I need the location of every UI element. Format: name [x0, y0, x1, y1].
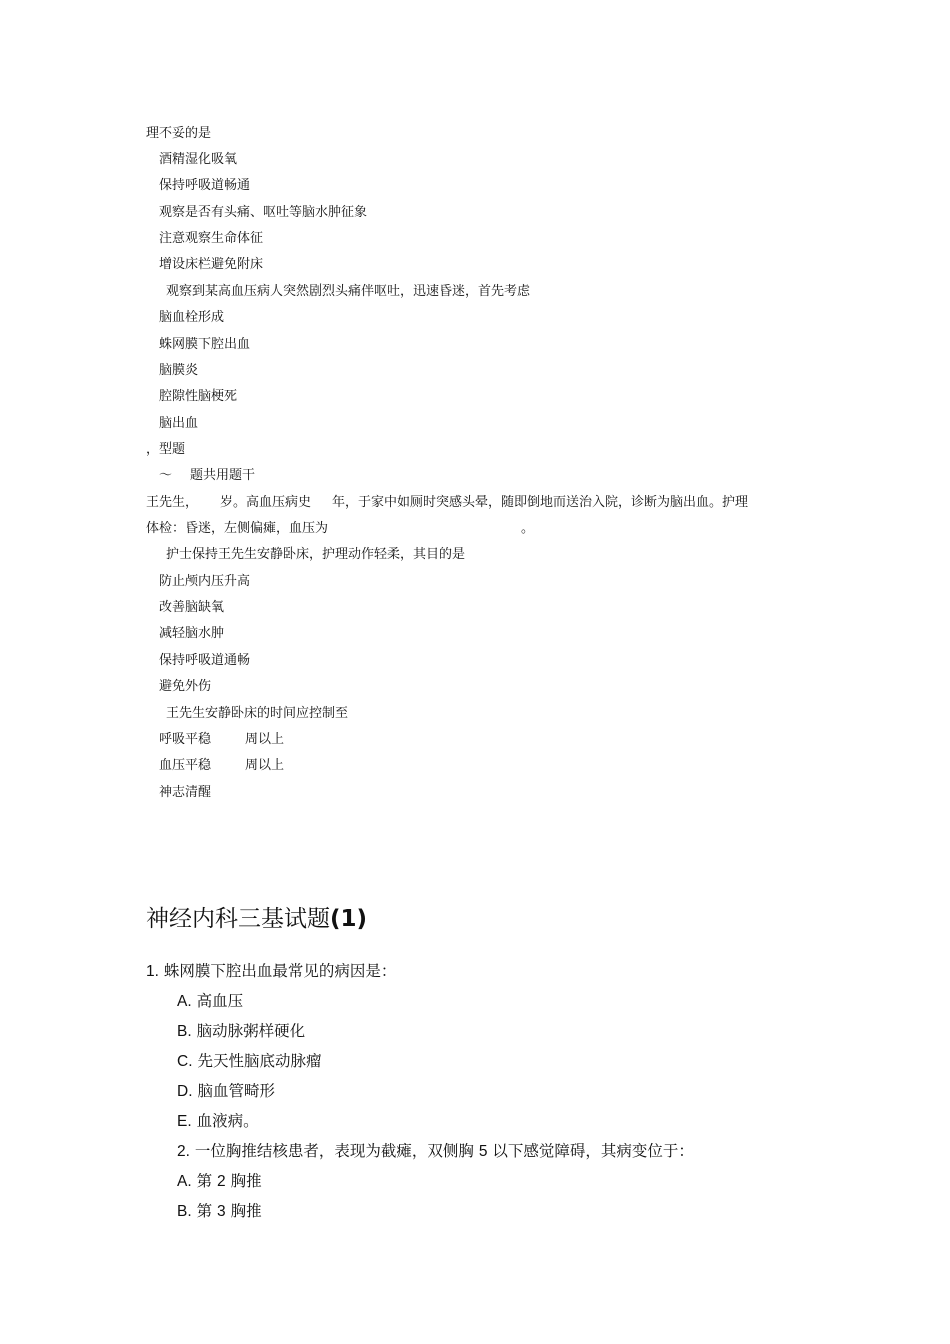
- option-a: [177, 991, 243, 1012]
- option-line: 腔隙性脑梗死: [159, 389, 238, 404]
- text-line: 理不妥的是: [146, 126, 212, 141]
- option-text: 血液病。: [196, 1112, 259, 1130]
- option-line: 脑血栓形成: [159, 310, 225, 325]
- option-text: 血压平稳: [159, 758, 212, 773]
- option-text: 第: [196, 1202, 213, 1220]
- page-title-number: (1): [330, 906, 368, 932]
- option-line: 神志清醒: [159, 785, 212, 800]
- case-text: 体检：昏迷，左侧偏瘫，血压为: [146, 521, 329, 536]
- option-line: 观察是否有头痛、呕吐等脑水肿征象: [159, 205, 368, 220]
- option-text: 脑动脉粥样硬化: [196, 1022, 306, 1040]
- option-text: 高血压: [196, 992, 244, 1010]
- option-b: [177, 1021, 305, 1042]
- case-line-2: [146, 521, 534, 537]
- option-line: 增设床栏避免附床: [159, 257, 264, 272]
- option-text: 呼吸平稳: [159, 732, 212, 747]
- option-line: 避免外伤: [159, 679, 212, 694]
- option-text: 周以上: [245, 758, 285, 773]
- question-stem: 王先生安静卧床的时间应控制至: [166, 706, 349, 721]
- question-number: 1.: [146, 963, 159, 980]
- question-number: 2.: [177, 1143, 190, 1160]
- option-label: B.: [177, 1023, 192, 1040]
- option-label: E.: [177, 1113, 192, 1130]
- section-label: ，型题: [146, 442, 186, 457]
- option-line: 蛛网膜下腔出血: [159, 337, 251, 352]
- option-number: 3: [217, 1203, 226, 1220]
- option-line: 保持呼吸道通畅: [159, 653, 251, 668]
- option-line: [159, 758, 284, 774]
- case-text: 岁。高血压病史: [220, 495, 312, 510]
- option-line: 注意观察生命体征: [159, 231, 264, 246]
- option-line: 酒精湿化吸氧: [159, 152, 238, 167]
- option-line: 脑出血: [159, 416, 199, 431]
- question-text: 蛛网膜下腔出血最常见的病因是：: [163, 962, 397, 980]
- option-number: 2: [217, 1173, 226, 1190]
- question-number-inline: 5: [478, 1143, 488, 1160]
- option-d: [177, 1081, 275, 1102]
- option-b: [177, 1201, 262, 1222]
- question-2: [177, 1141, 694, 1162]
- question-stem: 护士保持王先生安静卧床，护理动作轻柔，其目的是: [166, 547, 466, 562]
- option-c: [177, 1051, 321, 1072]
- option-text: 胸推: [230, 1172, 262, 1190]
- option-label: B.: [177, 1203, 192, 1220]
- option-text: 周以上: [245, 732, 285, 747]
- option-label: A.: [177, 993, 192, 1010]
- option-line: 脑膜炎: [159, 363, 199, 378]
- option-line: [159, 732, 284, 748]
- page-title: [146, 904, 367, 934]
- case-line-1: [146, 495, 748, 511]
- case-text: 年，于家中如厕时突感头晕，随即倒地而送治入院，诊断为脑出血。护理: [332, 495, 749, 510]
- option-text: 胸推: [230, 1202, 262, 1220]
- case-text: 王先生，: [146, 495, 199, 510]
- option-label: D.: [177, 1083, 193, 1100]
- option-label: C.: [177, 1053, 193, 1070]
- option-line: 保持呼吸道畅通: [159, 178, 251, 193]
- question-text: 一位胸推结核患者，表现为截瘫，双侧胸: [194, 1142, 474, 1160]
- case-text: 。: [521, 521, 535, 536]
- question-1: [146, 961, 396, 982]
- question-stem: 观察到某高血压病人突然剧烈头痛伴呕吐，迅速昏迷，首先考虑: [166, 284, 531, 299]
- option-text: 第: [196, 1172, 213, 1190]
- option-text: 先天性脑底动脉瘤: [197, 1052, 322, 1070]
- option-line: 减轻脑水肿: [159, 626, 225, 641]
- option-line: 改善脑缺氧: [159, 600, 225, 615]
- option-e: [177, 1111, 259, 1132]
- option-line: 防止颅内压升高: [159, 574, 251, 589]
- shared-stem-label: [159, 468, 255, 484]
- shared-stem-text: 题共用题干: [190, 468, 256, 483]
- option-a: [177, 1171, 262, 1192]
- option-label: A.: [177, 1173, 192, 1190]
- page-title-text: 神经内科三基试题: [146, 906, 330, 932]
- tilde: ～: [159, 468, 173, 483]
- question-text: 以下感觉障碍，其病变位于：: [492, 1142, 694, 1160]
- option-text: 脑血管畸形: [197, 1082, 275, 1100]
